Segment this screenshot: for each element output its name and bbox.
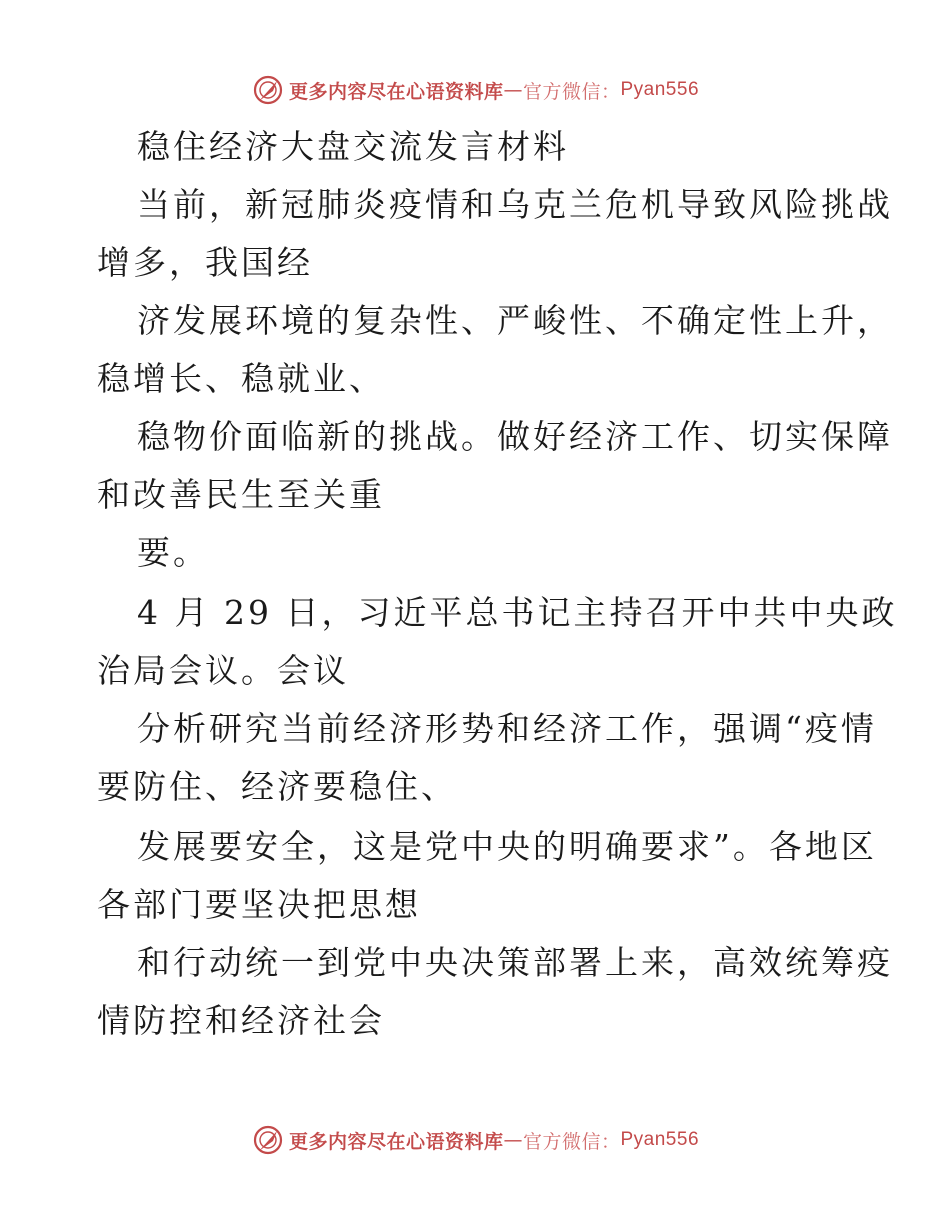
text-line: 济发展环境的复杂性、严峻性、不确定性上升， [137, 301, 893, 340]
text-line: 情防控和经济社会 [97, 1001, 385, 1040]
text-line: 4 月 29 日，习近平总书记主持召开中共中央政 [137, 593, 898, 632]
text-line: 要。 [137, 533, 209, 572]
text-line: 当前，新冠肺炎疫情和乌克兰危机导致风险挑战 [137, 185, 893, 224]
watermark-dash: — [503, 1129, 523, 1151]
footer-watermark [0, 1120, 950, 1160]
document-title: 稳住经济大盘交流发言材料 [137, 127, 569, 166]
text-line: 各部门要坚决把思想 [97, 885, 421, 924]
text-line: 分析研究当前经济形势和经济工作，强调“疫情 [137, 709, 877, 748]
feather-logo-icon [251, 73, 285, 107]
header-watermark [0, 70, 950, 110]
watermark-main-text: 更多内容尽在心语资料库 [288, 1130, 504, 1153]
watermark-label: 官方微信： [522, 1130, 621, 1153]
text-line: 稳物价面临新的挑战。做好经济工作、切实保障 [137, 417, 893, 456]
watermark-dash: — [503, 79, 523, 101]
text-line: 稳增长、稳就业、 [97, 359, 385, 398]
watermark-label: 官方微信： [522, 80, 621, 103]
text-line: 和改善民生至关重 [97, 475, 385, 514]
text-line: 治局会议。会议 [97, 651, 349, 690]
watermark-wechat-id: Pyan556 [620, 79, 700, 100]
text-line: 增多，我国经 [97, 243, 313, 282]
text-line: 要防住、经济要稳住、 [97, 767, 457, 806]
text-line: 和行动统一到党中央决策部署上来，高效统筹疫 [137, 943, 893, 982]
text-line: 发展要安全，这是党中央的明确要求”。各地区 [137, 827, 877, 866]
feather-logo-icon [251, 1123, 285, 1157]
watermark-wechat-id: Pyan556 [620, 1129, 700, 1150]
watermark-main-text: 更多内容尽在心语资料库 [288, 80, 504, 103]
